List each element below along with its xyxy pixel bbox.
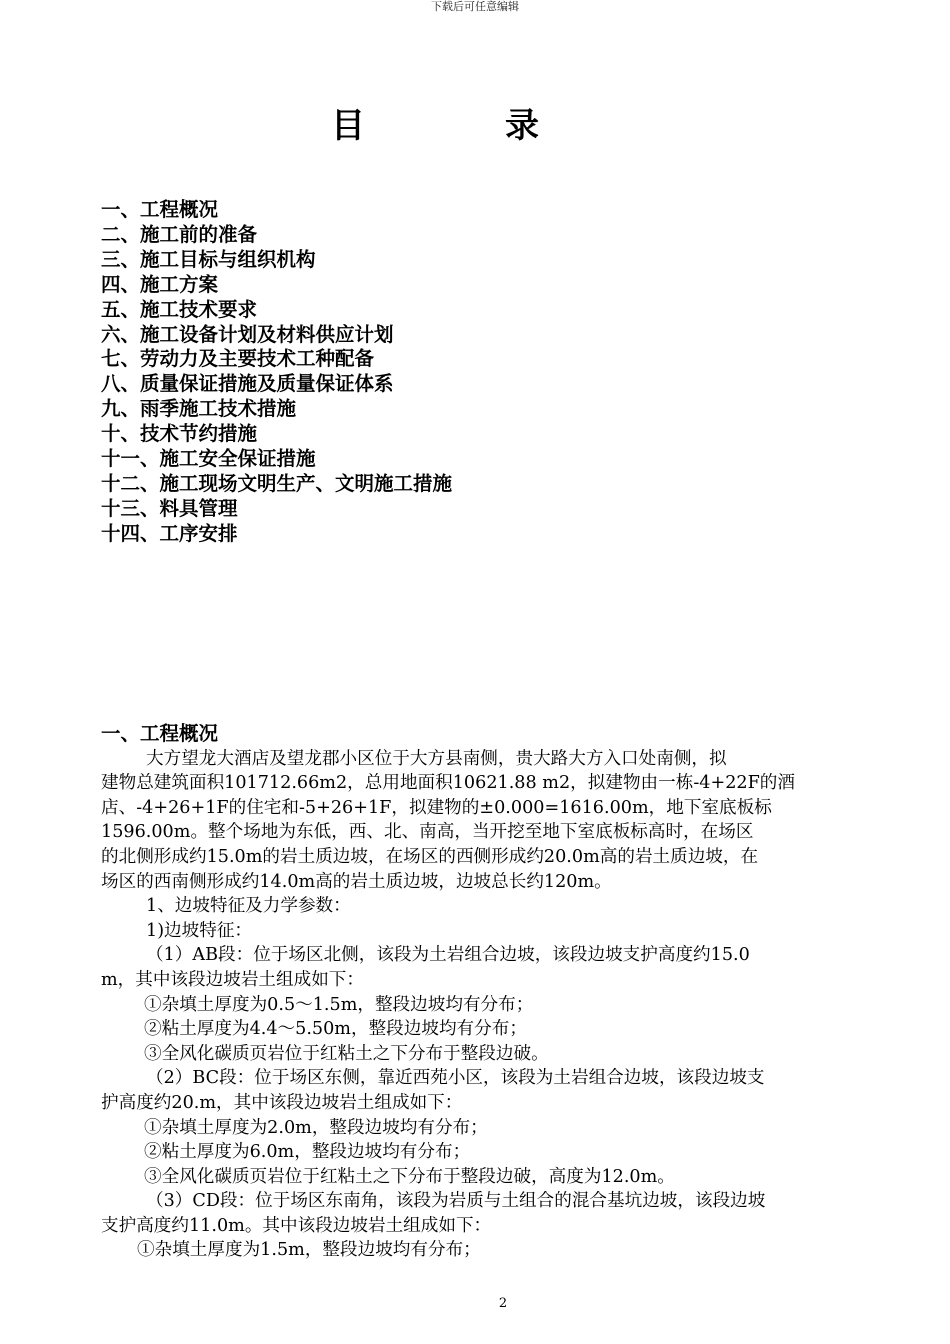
paragraph-line: 的北侧形成约15.0m的岩土质边坡，在场区的西侧形成约20.0m高的岩土质边坡，在 [101, 846, 759, 867]
toc-title: 目录 [331, 106, 679, 146]
paragraph-line: ①杂填土厚度为0.5～1.5m，整段边坡均有分布； [144, 994, 534, 1015]
paragraph-line: 护高度约20.m，其中该段边坡岩土组成如下： [101, 1092, 463, 1113]
toc-item: 十一、施工安全保证措施 [101, 447, 316, 471]
paragraph-line: 1、边坡特征及力学参数： [146, 896, 351, 917]
paragraph-line: m，其中该段边坡岩土组成如下： [101, 969, 364, 990]
toc-item: 三、施工目标与组织机构 [101, 247, 316, 271]
table-of-contents [101, 198, 452, 547]
page-header-note: 下载后可任意编辑 [431, 0, 519, 13]
toc-item: 十三、料具管理 [101, 496, 238, 520]
toc-item: 二、施工前的准备 [101, 222, 258, 246]
toc-item: 十二、施工现场文明生产、文明施工措施 [101, 471, 453, 495]
paragraph-line: 1596.00m。整个场地为东低，西、北、南高，当开挖至地下室底板标高时，在场区 [101, 822, 754, 843]
paragraph-line: 支护高度约11.0m。其中该段边坡岩土组成如下： [101, 1215, 492, 1236]
toc-item: 五、施工技术要求 [101, 297, 258, 321]
toc-item: 四、施工方案 [101, 272, 219, 296]
toc-item: 六、施工设备计划及材料供应计划 [101, 322, 394, 346]
paragraph-line: ③全风化碳质页岩位于红粘土之下分布于整段边破。 [144, 1043, 549, 1064]
paragraph-line: ②粘土厚度为6.0m，整段边坡均有分布； [144, 1142, 471, 1163]
toc-item: 九、雨季施工技术措施 [101, 397, 297, 421]
paragraph-line: 建物总建筑面积101712.66m2，总用地面积10621.88 m2，拟建物由一栋-4+22F的酒 [101, 773, 795, 794]
toc-item: 八、质量保证措施及质量保证体系 [101, 372, 394, 396]
paragraph-line: 店、-4+26+1F的住宅和-5+26+1F，拟建物的±0.000=1616.00m，地下室底板标 [101, 797, 772, 818]
paragraph-line: ①杂填土厚度为1.5m，整段边坡均有分布； [137, 1240, 481, 1261]
toc-item: 一、工程概况 [101, 198, 219, 221]
paragraph-line: ③全风化碳质页岩位于红粘土之下分布于整段边破，高度为12.0m。 [144, 1166, 675, 1187]
paragraph-line: （2）BC段：位于场区东侧，靠近西苑小区，该段为土岩组合边坡，该段边坡支 [146, 1068, 765, 1089]
toc-item: 十、技术节约措施 [101, 422, 258, 446]
page-number: 2 [498, 1296, 508, 1311]
paragraph-line: 场区的西南侧形成约14.0m高的岩土质边坡，边坡总长约120m。 [101, 871, 612, 892]
section-heading: 一、工程概况 [101, 722, 219, 745]
toc-item: 十四、工序安排 [101, 521, 238, 545]
section-project-overview [101, 722, 909, 1263]
toc-item: 七、劳动力及主要技术工种配备 [101, 347, 375, 371]
paragraph-line: 1)边坡特征： [146, 920, 253, 941]
paragraph-line: 大方望龙大酒店及望龙郡小区位于大方县南侧，贵大路大方入口处南侧，拟 [146, 748, 727, 769]
paragraph-line: ①杂填土厚度为2.0m，整段边坡均有分布； [144, 1117, 488, 1138]
paragraph-line: （1）AB段：位于场区北侧，该段为土岩组合边坡，该段边坡支护高度约15.0 [146, 945, 750, 966]
paragraph-line: （3）CD段：位于场区东南角，该段为岩质与土组合的混合基坑边坡，该段边坡 [146, 1191, 766, 1212]
paragraph-line: ②粘土厚度为4.4～5.50m，整段边坡均有分布； [144, 1019, 527, 1040]
